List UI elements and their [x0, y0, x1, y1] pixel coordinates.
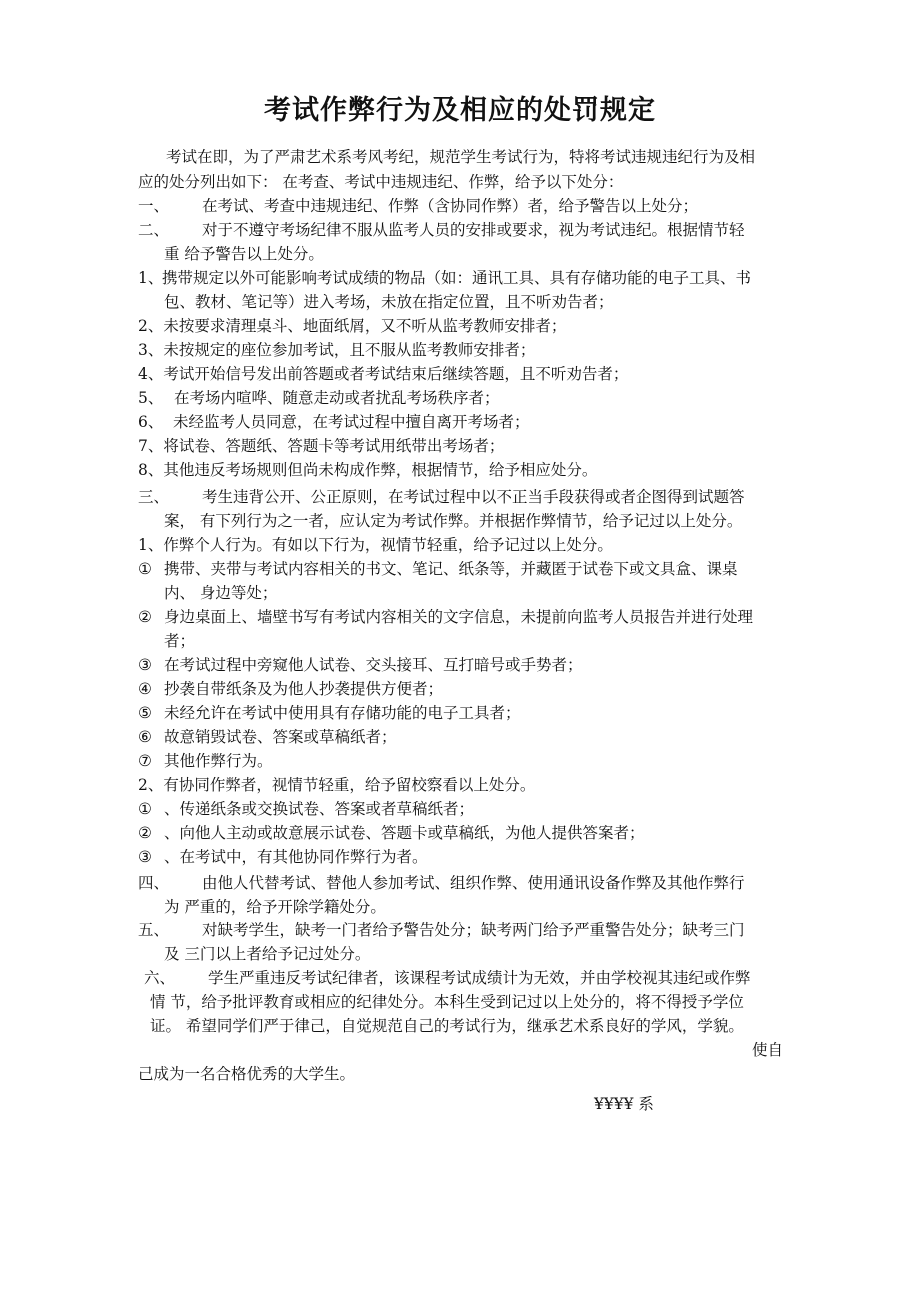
item-marker: ⑥ [138, 728, 152, 746]
list-item [138, 386, 798, 410]
item-text: 携带、夹带与考试内容相关的书文、笔记、纸条等，并藏匿于试卷下或文具盒、课桌 [164, 560, 738, 578]
section-marker: 六、 [144, 969, 176, 987]
section-2 [138, 218, 798, 266]
section-text-continued: 重 给予警告以上处分。 [164, 245, 324, 263]
item-text: 、向他人主动或故意展示试卷、答题卡或草稿纸，为他人提供答案者； [164, 824, 645, 842]
item-text: 在考试过程中旁窥他人试卷、交头接耳、互打暗号或手势者； [164, 656, 583, 674]
item-marker: 4、 [138, 365, 164, 383]
section-text-continued: 证。 希望同学们严于律己，自觉规范自己的考试行为，继承艺术系良好的学风，学貌。 [150, 1017, 744, 1035]
item-text: 抄袭自带纸条及为他人抄袭提供方便者； [164, 680, 444, 698]
item-text: 未经监考人员同意，在考试过程中擅自离开考场者； [173, 413, 530, 431]
section-marker: 三、 [138, 488, 170, 506]
subsection-1 [138, 533, 613, 557]
item-text: 考试开始信号发出前答题或者考试结束后继续答题，且不听劝告者； [163, 365, 629, 383]
list-item [138, 557, 798, 605]
item-marker: ④ [138, 680, 152, 698]
item-marker: ① [138, 560, 152, 578]
item-text: 未经允许在考试中使用具有存储功能的电子工具者； [164, 704, 521, 722]
subsection-2 [138, 773, 535, 797]
subsection-marker: 2、 [138, 776, 164, 794]
item-text: 身边桌面上、墙壁书写有考试内容相关的文字信息，未提前向监考人员报告并进行处理 [164, 608, 754, 626]
list-item [138, 653, 798, 677]
item-text-continued: 者； [164, 632, 196, 650]
item-marker: ① [138, 800, 152, 818]
intro-line-2: 应的处分列出如下： 在考查、考试中违规违纪、作弊，给予以下处分： [138, 173, 624, 191]
item-marker: 3、 [138, 341, 164, 359]
item-text: 故意销毁试卷、答案或草稿纸者； [164, 728, 397, 746]
section-text-continued: 案， 有下列行为之一者，应认定为考试作弊。并根据作弊情节，给予记过以上处分。 [164, 512, 743, 530]
section-text-continued: 为 严重的，给予开除学籍处分。 [164, 898, 386, 916]
item-text: 未按要求清理桌斗、地面纸屑，又不听从监考教师安排者； [163, 317, 567, 335]
section-5 [138, 918, 798, 966]
item-text: 、传递纸条或交换试卷、答案或者草稿纸者； [164, 800, 475, 818]
list-item [138, 605, 798, 653]
list-item [138, 410, 798, 434]
item-text-continued: 内、 身边等处； [164, 584, 278, 602]
list-item [138, 797, 798, 821]
section-text: 由他人代替考试、替他人参加考试、组织作弊、使用通讯设备作弊及其他作弊行 [202, 874, 745, 892]
section-marker: 一、 [138, 197, 170, 215]
list-item [138, 362, 628, 386]
list-item [138, 458, 597, 482]
list-item [138, 749, 798, 773]
item-text: 、在考试中，有其他协同作弊行为者。 [164, 848, 428, 866]
list-item [138, 434, 504, 458]
item-marker: ③ [138, 656, 152, 674]
section-1 [138, 194, 798, 218]
section-3 [138, 485, 798, 533]
section-text: 学生严重违反考试纪律者，该课程考试成绩计为无效，并由学校视其违纪或作弊 [208, 969, 751, 987]
section-marker: 五、 [138, 921, 170, 939]
item-marker: ② [138, 608, 152, 626]
list-item [138, 821, 798, 845]
item-marker: 2、 [138, 317, 164, 335]
intro-line-1: 考试在即，为了严肃艺术系考风考纪，规范学生考试行为，特将考试违规违纪行为及相 [166, 148, 756, 166]
subsection-text: 有协同作弊者，视情节轻重，给予留校察看以上处分。 [163, 776, 536, 794]
item-text: 其他违反考场规则但尚未构成作弊，根据情节，给予相应处分。 [163, 461, 598, 479]
item-text-continued: 包、教材、笔记等）进入考场，未放在指定位置，且不听劝告者； [164, 293, 614, 311]
item-marker: 5、 [138, 389, 164, 407]
section-text: 对于不遵守考场纪律不服从监考人员的安排或要求，视为考试违纪。根据情节轻 [202, 221, 745, 239]
item-marker: 7、 [138, 437, 164, 455]
document-title: 考试作弊行为及相应的处罚规定 [264, 95, 656, 126]
list-item [138, 338, 535, 362]
section-text-continued: 情 节，给予批评教育或相应的纪律处分。本科生受到记过以上处分的，将不得授予学位 [150, 993, 744, 1011]
section-text-continued: 使自 [752, 1041, 784, 1059]
item-text: 其他作弊行为。 [164, 752, 273, 770]
list-item [138, 266, 798, 314]
list-item [138, 725, 798, 749]
list-item [138, 701, 798, 725]
item-text: 在考场内喧哗、随意走动或者扰乱考场秩序者； [174, 389, 500, 407]
section-6 [138, 966, 798, 1086]
section-text: 考生违背公开、公正原则，在考试过程中以不正当手段获得或者企图得到试题答 [202, 488, 745, 506]
list-item [138, 845, 798, 869]
item-marker: 1、 [138, 269, 164, 287]
subsection-text: 作弊个人行为。有如以下行为，视情节轻重，给予记过以上处分。 [163, 536, 613, 554]
item-marker: ③ [138, 848, 152, 866]
item-marker: ⑦ [138, 752, 152, 770]
item-text: 将试卷、答题纸、答题卡等考试用纸带出考场者； [163, 437, 505, 455]
list-item [138, 314, 566, 338]
subsection-marker: 1、 [138, 536, 164, 554]
item-text: 携带规定以外可能影响考试成绩的物品（如：通讯工具、具有存储功能的电子工具、书 [162, 269, 752, 287]
section-marker: 四、 [138, 874, 170, 892]
section-text-continued: 己成为一名合格优秀的大学生。 [138, 1065, 356, 1083]
item-marker: 6、 [138, 413, 164, 431]
item-marker: ⑤ [138, 704, 152, 722]
section-text-continued: 及 三门以上者给予记过处分。 [164, 945, 371, 963]
item-text: 未按规定的座位参加考试，且不服从监考教师安排者； [163, 341, 536, 359]
list-item [138, 677, 798, 701]
item-marker: ② [138, 824, 152, 842]
item-marker: 8、 [138, 461, 164, 479]
section-text: 对缺考学生，缺考一门者给予警告处分；缺考两门给予严重警告处分；缺考三门 [202, 921, 745, 939]
section-text: 在考试、考查中违规违纪、作弊（含协同作弊）者，给予警告以上处分； [202, 197, 699, 215]
signature: ¥¥¥¥ 系 [594, 1095, 654, 1113]
section-4 [138, 871, 798, 919]
section-marker: 二、 [138, 221, 170, 239]
